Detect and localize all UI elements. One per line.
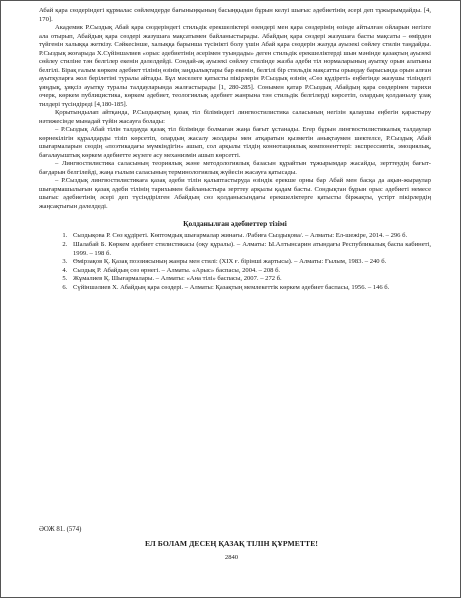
paragraph-point-3: – Р.Сыздық лингвостилистикаға қазақ әдеби тілін қалыптастыруда өзіндік ерекше орны бар Абай мен басқа да ақын-жыраулар шығармашылығын қазақ әдеби тілінің тарихымен байланыстыра зерттеу арқылы қадам басты. Сондықтан бұрын орыс әдебиеті немесе шығыс әдебиетінің әсері деп түсіндірілген Абайдың сөз қолданысындағы ерекшеліктерге қатысты біржақты, үстірт пікірлердің жаңсақтығын дәлелдеді. [39,177,431,210]
references-list [39,232,431,292]
page-number: 2840 [224,554,239,561]
next-article-title: ЕЛ БОЛАМ ДЕСЕҢ ҚАЗАҚ ТІЛІН ҚҰРМЕТТЕ! [144,539,319,548]
reference-item: 5. Жұмалиев Қ. Шығармалары. – Алматы: «Ана тілі» баспасы, 2007. – 272 б. [69,275,431,284]
references-title: Қолданылған әдебиеттер тізімі [183,219,287,229]
paragraph-intro: Абай қара сөздеріндегі құрмалас сөйлемдерде бағыныңқының басыңқыдан бұрын келуі шығыс әдебиетінің әсері деп тұжырымдайды. [4, 170]. [39,7,431,23]
paragraph-point-2: – Лингвостилистика саласының теориялық және методологиялық базасын құрайтын тұжырымдар жасайды, зерттеудің бағыт-бағдарын белгілейді, жаңа ғылым саласының терминологиялық жүйесін жасауға қатысады. [39,160,431,176]
reference-item: 1. Сыздықова Р. Сөз құдіреті. Көптомдық шығармалар жинағы. /Рабиға Сыздықова/. – Алматы: Ел-шежіре, 2014. – 296 б. [69,232,431,241]
article-body [39,7,431,293]
reference-item: 6. Сүйіншәлиев Х. Абайдың қара сөздері. – Алматы: Қазақтың мемлекеттік көркем әдебиет баспасы, 1956. – 146 б. [69,284,431,293]
reference-item: 4. Сыздық Р. Абайдың сөз өрнегі. – Алматы. «Арыс» баспасы, 2004. – 208 б. [69,267,431,276]
udc-code: ӘОЖ 81. (574) [39,526,82,533]
paragraph-point-1: – Р.Сыздық Абай тілін талдауда қазақ тіл білімінде болмаған жаңа бағыт ұстанады. Егер бұрын лингвостилистикалық талдаулар көрнекілігін құралдарды тізіп көрсетіп, олардың жасалу жолдары мен атқаратын қызметін анықтаумен шектелсе, Р.Сыздық Абай шығармаларын сөздің «поэтикадағы мүмкіндігін» ашып, сол арқылы тілдің коннотациялық компоненттері: экспрессивтік, эмоциялық, бағалауыштық көркем әдебиетте жүзеге асу механизмін ашып көрсетті. [39,126,431,159]
reference-item: 3. Өмірзақов Қ. Қазақ поэзиясының жанры мен стилі: (XIX ғ. бірінші жартысы). – Алматы: Ғылым, 1983. – 240 б. [69,258,431,267]
paragraph-conclusion: Қорытындылап айтқанда, Р.Сыздықтың қазақ тіл біліміндегі лингвостилистика саласының негізін қалаушы еңбегін қарастыру нәтижесінде мынадай түйін жасауға болады: [39,109,431,125]
reference-item: 2. Шалабай Б. Көркем әдебиет стилистикасы (оқу құралы). – Алматы: Ы.Алтынсарин атындағы Республикалық баспа кабинеті, 1999. – 198 б. [69,241,431,258]
paragraph-syzdyk: Академик Р.Сыздық Абай қара сөздеріндегі стильдік ерекшеліктері өзендері мен қара сөздерінің өзінде айтылған ойларын негізге ала отырып, Абайдың қара сөздері жазушаға мақсатымен байланыстырады. Абайдың қара сөздері жазушаға басты мақсаты – өмірден түйгенін халыққа жеткізу. Сәйкесінше, халыққа барынша түсінікті болу үшін Абай қара сөздерін жазуда ауызекі сөйлеу стилін таңдайды. Р.Сыздық жоғарыда Х.Сүйіншәлиев «орыс әдебиетінің әсерімен туындады» деген стильдік ерекшеліктерді шын мәнінде қазақтың ауызекі сөйлеу стиліне тән белгілер екенін дәлелдейді. Сондай-ақ ауызекі сөйлеу стилінде жазба әдеби тіл нормаларының ауытқу орын алатыны белгілі. Бірақ ғалым көркем әдебиет тілінің өзінің заңдылықтары бар екенін, белгілі бір стильдік мақсатты орындау барысында орын алған ауытқуларға жол берілетіні туралы айтады. Бұл мәселеге қатысты пікірлерін Р.Сыздық өзінің «Сөз құдіреті» еңбегінде жазушы тіліндегі ұяңдық, ұяқсіз ауытқу туралы талдауларында жалғастырады [1, 280-285]. Сонымен қатар Р.Сыздық Абайдың қара сөздерінен тарихи очерк, көркем публицистика, көркем әдебиет, теологиялық әдебиет жанрына тән стильдік белгілерді көрсетіп, олардың қолданылу ұзақ тилдері түсіндіреді [4,180-185]. [39,24,431,108]
